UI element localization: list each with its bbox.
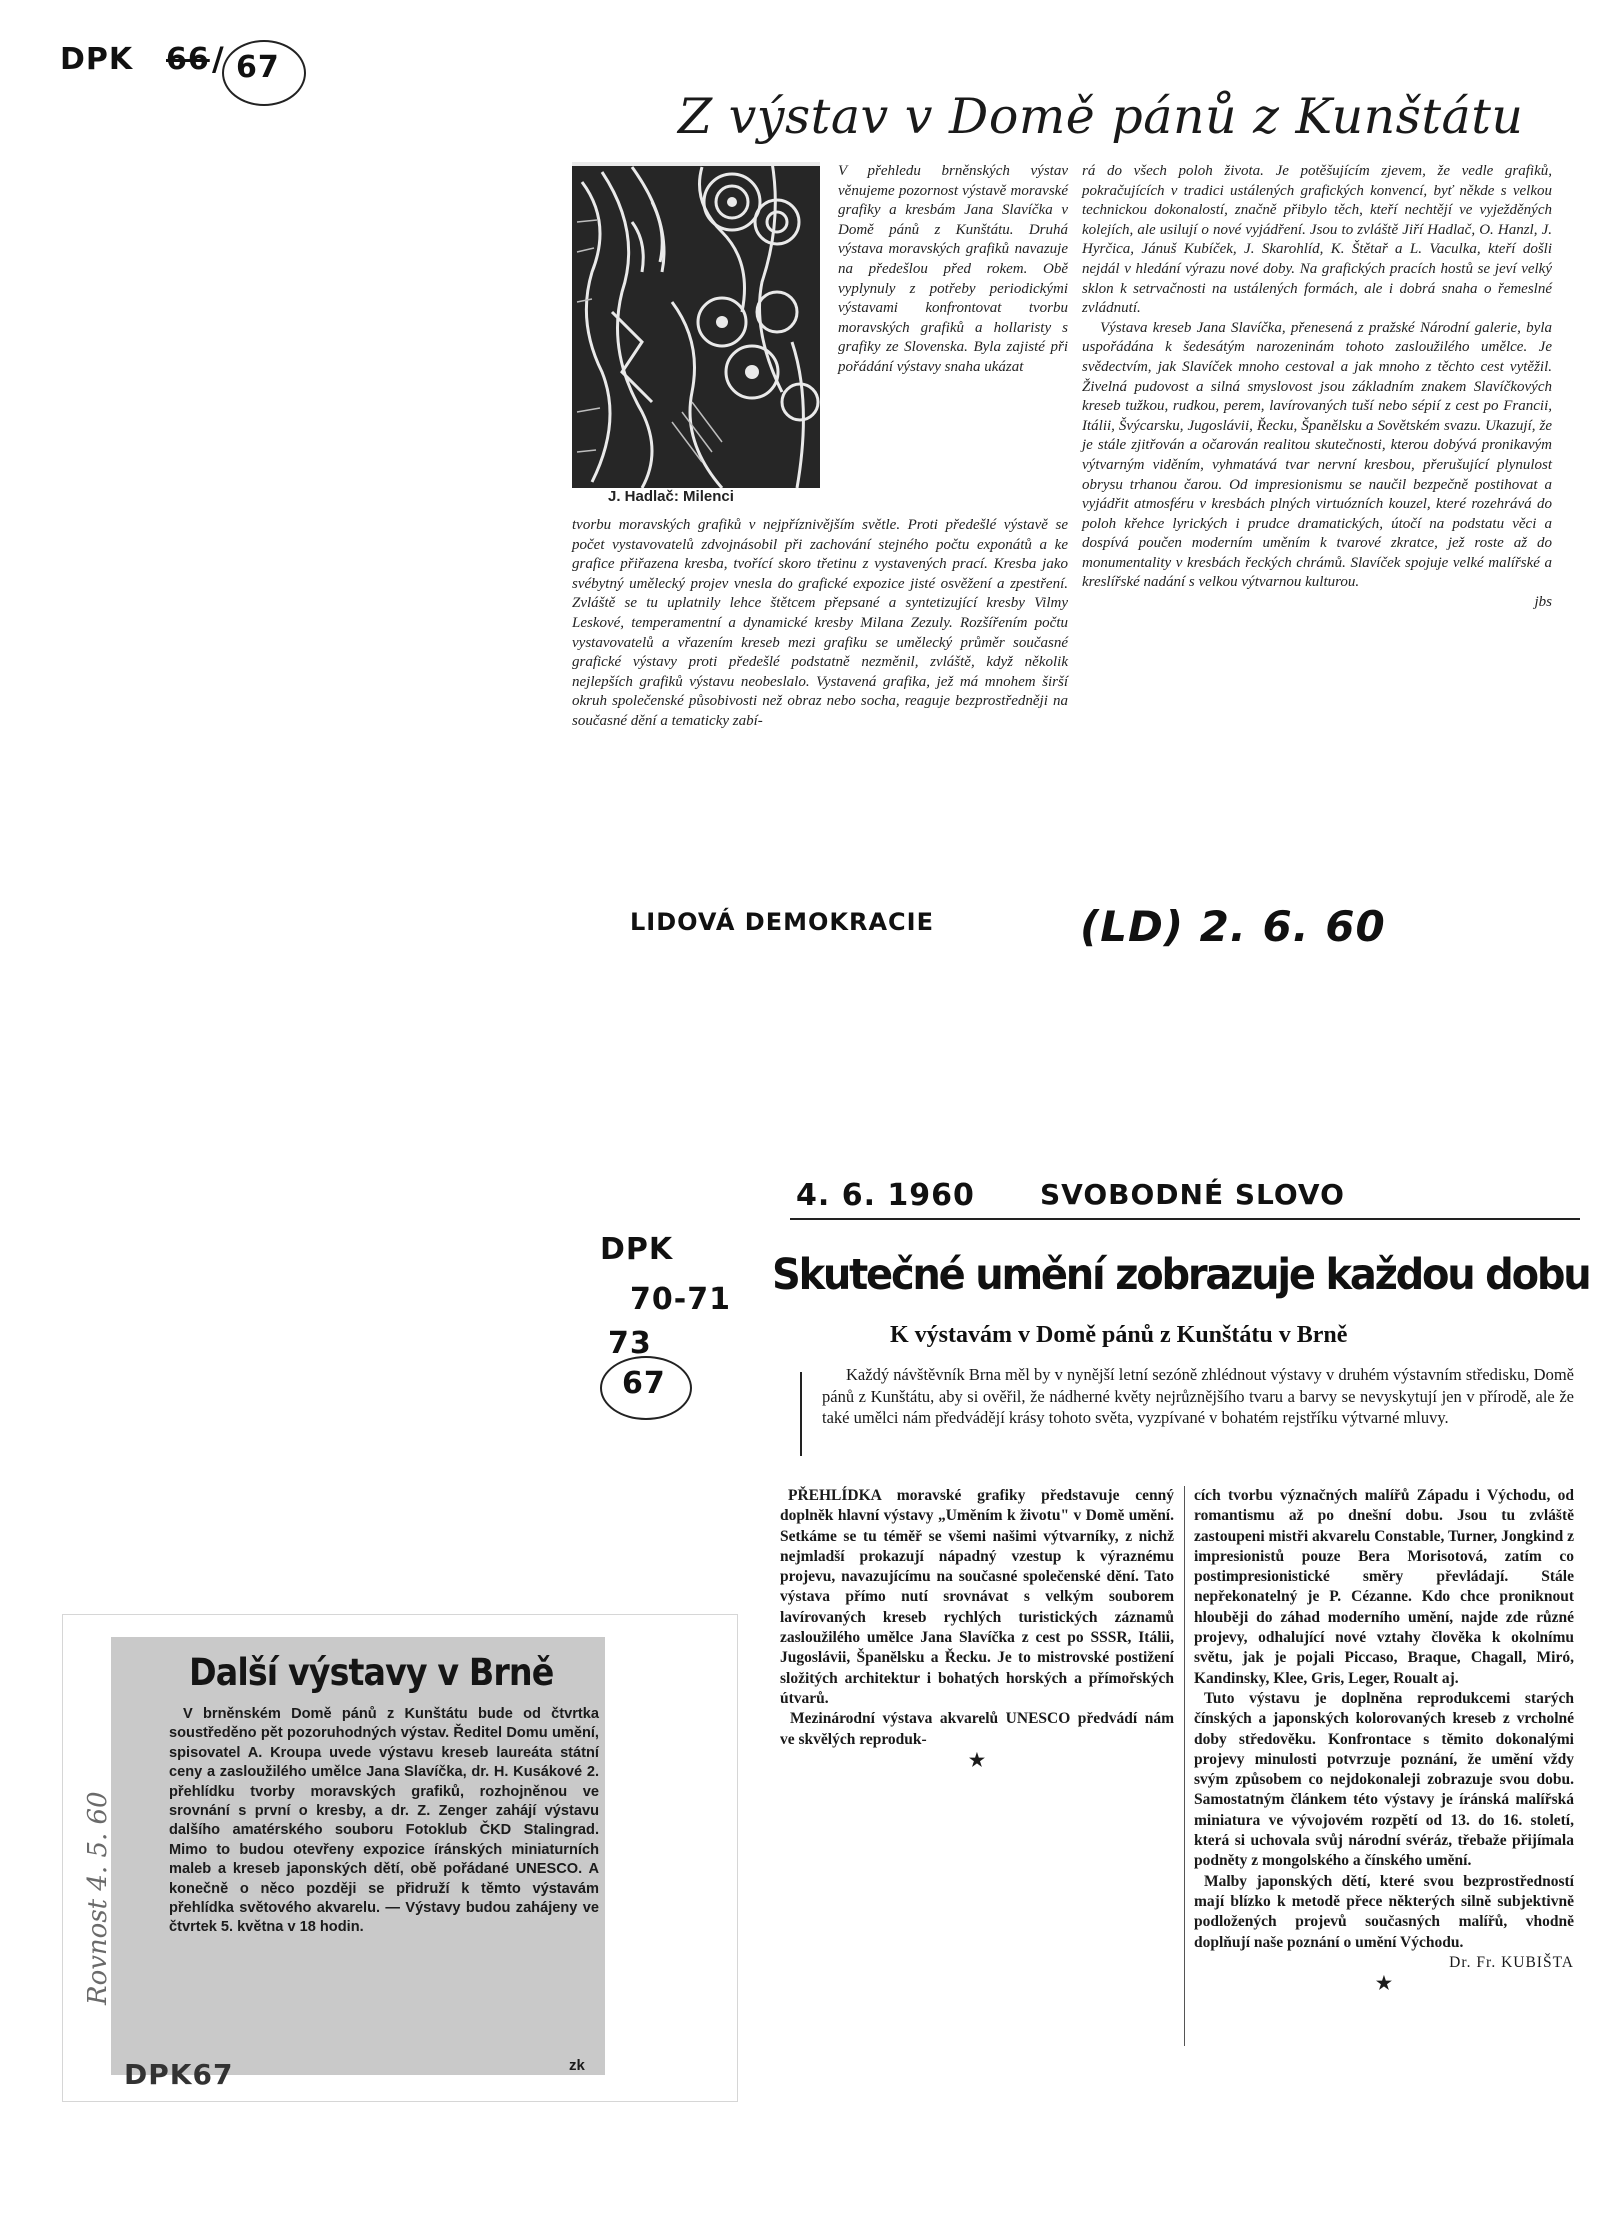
date-note-svobodne-slovo: 4. 6. 1960 xyxy=(796,1178,975,1213)
article-author: Dr. Fr. KUBIŠTA xyxy=(1449,1953,1574,1971)
article-title-brno: Další výstavy v Brně xyxy=(189,1651,554,1694)
lovers-woodcut-image xyxy=(572,162,820,488)
article-subheadline: K výstavám v Domě pánů z Kunštátu v Brně xyxy=(890,1322,1348,1348)
article-column-2: rá do všech poloh života. Je potěšujícím zjevem, že vedle grafiků, pokračujících v tradici ustálených grafických konvencí, byť někde s velkou technickou dokonalostí, značně přibylo těch, kteří nechtějí ve vyježděných kolejích, ale usilují o nové vyjádření. Jsou to zvláště Jiří Hadlač, O. Hanzl, J. Hyrčica, Jánuš Kubíček, J. Skarohlíd, K. Štětař a L. Vaculka, kteří došli nejdál v hledání výrazu nové doby. Na grafických pracích hostů se jeví velký sklon k setrvačnosti na ustálených formách, ale i dobrá snaha o řemeslné zvládnutí. Výstava kreseb Jana Slavíčka, přenesená z pražské Národní galerie, byla uspořádána k šedesátým narozeninám tohoto zasloužilého umělce. Je svědectvím, jak Slavíček mnoho cestoval a jak mnoho z těchto cest vytěžil. Živelná pudovost a silná smyslovost jsou základním znakem Slavíčkových kreseb tužkou, rudkou, perem, lavírovaných tuší nebo sépií z cest po Francii, Itálii, Švýcarsku, Jugoslávii, Řecku, Španělsku a Sovětském svazu. Ukazují, že je stále zjitřován a očarován realitou skutečnosti, kterou dobývá pronikavým výtvarným viděním, vyhmatává tvar nervní kresbou, přerušující plynulost obrysu trhanou čarou. Od impresionismu se naučil bezpečně postihovat a vyjádřit atmosféru v kresbách plných virtuózních kouzel, které rozehrává do poloh křehce lyrických i prudce dramatických, útočí na podstatu věci a dospívá poučen moderním uměním k tvarové zkratce, jež roste až do monumentality v kresbách řeckých chrámů. Slavíček spojuje velké malířské a kreslířské nadání s velkou výtvarnou kulturou. jbs xyxy=(1082,162,1552,613)
column-divider xyxy=(1184,1486,1185,2046)
archive-number-circled-middle: 67 xyxy=(622,1366,666,1401)
article-column-1-bottom: tvorbu moravských grafiků v nejpříznivějším světle. Proti předešlé výstavě se počet vystavovatelů zdvojnásobil při zachování stejného počtu exponátů a ke grafice přiřazena kresba, tvořící skoro třetinu z vystavených prací. Kresba jako svébytný umělecký projev vnesla do grafické expozice jisté osvěžení a zpestření. Zvláště se tu uplatnily lehce štětcem přepsané a syntetizující kresby Vilmy Leskové, temperamentní a dynamické kresby Milana Zezuly. Rozšířením počtu vystavovatelů a vřazením kreseb mezi grafiku se umělecký průměr současné grafické výstavy proti předešlé podstatně nezměnil, zvláště, když několik nejlepších grafiků výstavu neobeslalo. Vystavená grafika, jež má mnohem širší okruh společenské působivosti než obraz nebo socha, reaguje bezprostředněji na současné dění a tematicky zabí- xyxy=(572,517,1068,729)
archive-slash: / xyxy=(212,40,225,78)
article-signature-zk: zk xyxy=(569,2057,585,2074)
article-headline: Skutečné umění zobrazuje každou dobu xyxy=(772,1250,1590,1300)
source-note-lidova-demokracie: LIDOVÁ DEMOKRACIE xyxy=(630,908,934,936)
intro-rule xyxy=(800,1372,802,1456)
clipping-svobodne-slovo xyxy=(770,1250,1590,2100)
archive-range-middle: 70-71 xyxy=(630,1282,731,1317)
illustration-caption: J. Hadlač: Milenci xyxy=(608,488,734,505)
woodcut-illustration xyxy=(572,162,820,488)
clipping-lidova-demokracie xyxy=(568,88,1578,888)
star-separator: ★ xyxy=(968,1749,986,1770)
article-body-brno: V brněnském Domě pánů z Kunštátu bude od čtvrtka soustředěno pět pozoruhodných výstav. Ředitel Domu umění, spisovatel A. Kroupa uvede výstavu kreseb laureáta státní ceny a zasloužilého umělce Jana Slavíčka, dr. H. Kusákové 2. přehlídku tvorby moravských grafiků, rozhojněnou ve srovnání s první o kresby, a dr. Z. Zenger zahájí výstavu dalšího amatérského souboru Fotoklub ČKD Stalingrad. Mimo to budou otevřeny expozice íránských miniaturních maleb a kreseb japonských dětí, obě pořádané UNESCO. A konečně o něco později se přidruží k těmto výstavám přehlídka světového akvarelu. — Výstavy budou zahájeny ve čtvrtek 5. května v 18 hodin. xyxy=(169,1706,599,1936)
article-column-1-top: V přehledu brněnských výstav věnujeme pozornost výstavě moravské grafiky a kresbám Jana Slavíčka v Domě pánů z Kunštátu. Druhá výstava moravských grafiků navazuje na předešlou před rokem. Obě vyplynuly z potřeby periodickými výstavami konfrontovat tvorbu moravských grafiků a hollaristy s grafiky ze Slovenska. Byla zajisté při pořádání výstavy snaha ukázat xyxy=(838,163,1068,375)
article-title: Z výstav v Domě pánů z Kunštátu xyxy=(678,88,1524,145)
archive-number-circled: 67 xyxy=(236,50,280,85)
clipping-dalsi-vystavy xyxy=(62,1614,738,2102)
article-column-2: cích tvorbu význačných malířů Západu i Východu, od romantismu až po dnešní dobu. Jsou tu zvláště zastoupeni mistři akvarelu Constable, Turner, Jongkind z impresionistů pouze Bera Morisotová, zatím co postimpresionistické směry převládají. Stále nepřekonatelný je P. Cézanne. Kdo chce proniknout hlouběji do záhad moderního umění, najde zde různé projevy, odhalující nové vztahy člověka k okolnímu světu, jak je pojali Piccaso, Braque, Chagall, Miró, Kandinsky, Klee, Gris, Leger, Roualt aj. Tuto výstavu je doplněna reprodukcemi starých čínských a japonských kolorovaných kreseb z vrcholné doby středověku. Konfrontace s těmito dokonalými projevy minulosti potvrzuje poznání, že umění vždy svým způsobem co nejdokonaleji zobrazuje svou dobu. Samostatným článkem této výstavy je íránská malířská miniatura ve vývojovém rozpětí od 13. do 16. století, která si uchovala svůj národní svéráz, třebaže přijímala podněty z mongolského a čínského umění. Malby japonských dětí, které svou bezprostředností mají blízko k metodě přece některých silně subjektivně podložených projevů současných malířů, vhodně doplňují naše poznání o umění Východu. Dr. Fr. KUBIŠTA ★ xyxy=(1194,1487,1574,1994)
article-signature: jbs xyxy=(1534,594,1552,611)
archive-code-top: DPK xyxy=(60,42,134,77)
archive-number-struck: 66 xyxy=(166,42,210,77)
margin-handwritten-date: Rovnost 4. 5. 60 xyxy=(83,1791,113,2005)
archive-number-73: 73 xyxy=(608,1326,652,1361)
header-rule xyxy=(790,1218,1580,1220)
article-intro: Každý návštěvník Brna měl by v nynější letní sezóně zhlédnout výstavy v druhém výstavním středisku, Domě pánů z Kunštátu, aby si ověřil, že nádherné květy nejrůznějšího tvaru a barvy se nevyskytují jen v přírodě, ale že také umělci nám předvádějí krásy tohoto světa, vyzpívané v bohatém rejstříku výtvarné mluvy. xyxy=(822,1365,1574,1427)
source-note-svobodne-slovo: SVOBODNÉ SLOVO xyxy=(1040,1178,1345,1211)
date-note-ld: (LD) 2. 6. 60 xyxy=(1080,902,1386,951)
archive-code-bottom: DPK67 xyxy=(124,2058,234,2091)
archive-code-middle: DPK xyxy=(600,1232,674,1267)
article-column-1: PŘEHLÍDKA moravské grafiky představuje cenný doplněk hlavní výstavy „Uměním k životu" v Domě umění. Setkáme se tu téměř se všemi našimi výtvarníky, z nichž nejmladší prokazují nápadný vzestup k výraznému projevu, navazujícímu na současné společenské dění. Tato výstava přímo nutí srovnávat s velkým souborem lavírovaných kreseb rychlých turistických záznamů zasloužilého umělce Jana Slavíčka z cest po SSSR, Itálii, Jugoslávii, Španělsku a Řecku. Je to mistrovské postižení složitých architektur i bohatých horských a přímořských útvarů. Mezinárodní výstava akvarelů UNESCO předvádí nám ve skvělých reproduk- ★ xyxy=(780,1487,1174,1770)
star-end: ★ xyxy=(1375,1973,1393,1994)
